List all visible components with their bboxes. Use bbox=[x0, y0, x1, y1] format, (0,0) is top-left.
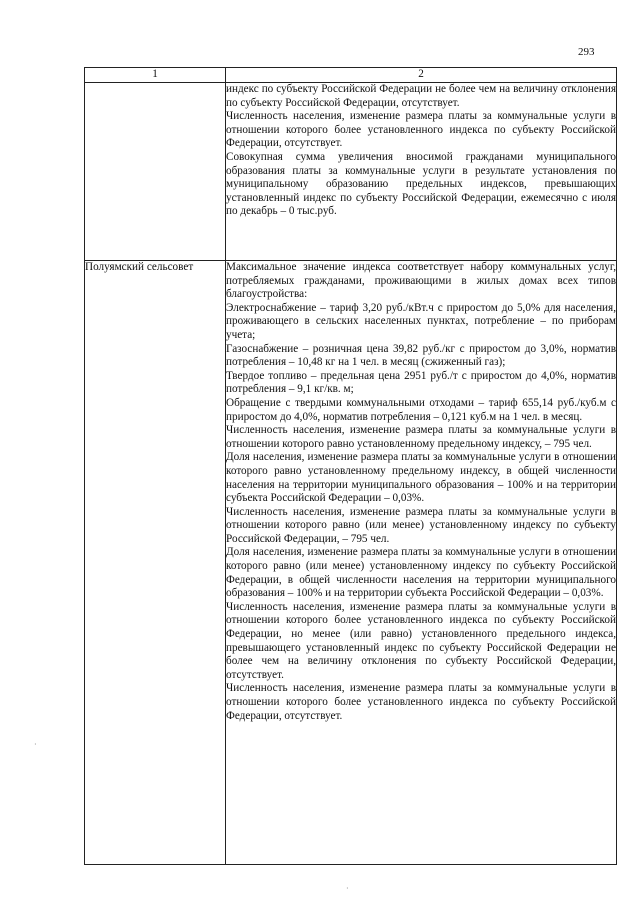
column-header: 2 bbox=[226, 68, 617, 83]
paragraph: Численность населения, изменение размера платы за коммунальные услуги в отношении которого равно установленному предельному индексу, – 795 чел. bbox=[226, 424, 616, 450]
municipality-cell: Полуямский сельсовет bbox=[85, 261, 226, 865]
paragraph: Численность населения, изменение размера платы за коммунальные услуги в отношении которого более установленного индекса по субъекту Российской Федерации, но менее (или равно) установленного предельного индекса, превышающего установленный индекс по субъекту Российской Федерации не более чем на величину отклонения по субъекту Российской Федерации, отсутствует. bbox=[226, 600, 616, 681]
municipality-cell bbox=[85, 83, 226, 261]
page-number: 293 bbox=[578, 46, 595, 58]
details-cell bbox=[226, 261, 617, 865]
scan-speck: · bbox=[346, 884, 349, 893]
paragraph: Электроснабжение – тариф 3,20 руб./кВт.ч с приростом до 5,0% для населения, проживающего в сельских населенных пунктах, потребление – по приборам учета; bbox=[226, 301, 616, 341]
paragraph: Численность населения, изменение размера платы за коммунальные услуги в отношении которого равно (или менее) установленному индексу по субъекту Российской Федерации, – 795 чел. bbox=[226, 505, 616, 545]
paragraph: Численность населения, изменение размера платы за коммунальные услуги в отношении которого более установленного индекса по субъекту Российской Федерации, отсутствует. bbox=[226, 682, 616, 722]
paragraph: Твердое топливо – предельная цена 2951 руб./т с приростом до 4,0%, норматив потребления – 9,1 кг/кв. м; bbox=[226, 369, 616, 396]
paragraph: Доля населения, изменение размера платы за коммунальные услуги в отношении которого равно установленному предельному индексу, в общей численности населения на территории муниципального образования – 100% и на территории субъекта Российской Федерации – 0,03%. bbox=[226, 451, 616, 505]
paragraph: Газоснабжение – розничная цена 39,82 руб./кг с приростом до 3,0%, норматив потребления – 10,48 кг на 1 чел. в месяц (сжиженный газ); bbox=[226, 342, 616, 369]
scan-speck: · bbox=[34, 740, 37, 749]
paragraph: Доля населения, изменение размера платы за коммунальные услуги в отношении которого равно (или менее) установленному индексу по субъекту Российской Федерации, в общей численности населения на территории муниципального образования – 100% и на территории субъекта Российской Федерации – 0,03%. bbox=[226, 546, 616, 600]
table-row bbox=[85, 83, 617, 261]
document-table bbox=[84, 67, 617, 865]
table-row bbox=[85, 261, 617, 865]
table-header-row bbox=[85, 68, 617, 83]
paragraph: Максимальное значение индекса соответствует набору коммунальных услуг, потребляемых гражданами, проживающими в жилых домах всех типов благоустройства: bbox=[226, 261, 616, 301]
paragraph: индекс по субъекту Российской Федерации не более чем на величину отклонения по субъекту Российской Федерации, отсутствует. bbox=[226, 83, 616, 109]
paragraph: Обращение с твердыми коммунальными отходами – тариф 655,14 руб./куб.м с приростом до 4,0%, норматив потребления – 0,121 куб.м на 1 чел. в месяц. bbox=[226, 396, 616, 423]
paragraph: Совокупная сумма увеличения вносимой гражданами муниципального образования платы за коммунальные услуги в результате установления по муниципальному образованию предельных индексов, превышающих установленный индекс по субъекту Российской Федерации, ежемесячно с июля по декабрь – 0 тыс.руб. bbox=[226, 150, 616, 218]
paragraph: Численность населения, изменение размера платы за коммунальные услуги в отношении которого более установленного индекса по субъекту Российской Федерации, отсутствует. bbox=[226, 110, 616, 150]
column-header: 1 bbox=[85, 68, 226, 83]
details-cell bbox=[226, 83, 617, 261]
